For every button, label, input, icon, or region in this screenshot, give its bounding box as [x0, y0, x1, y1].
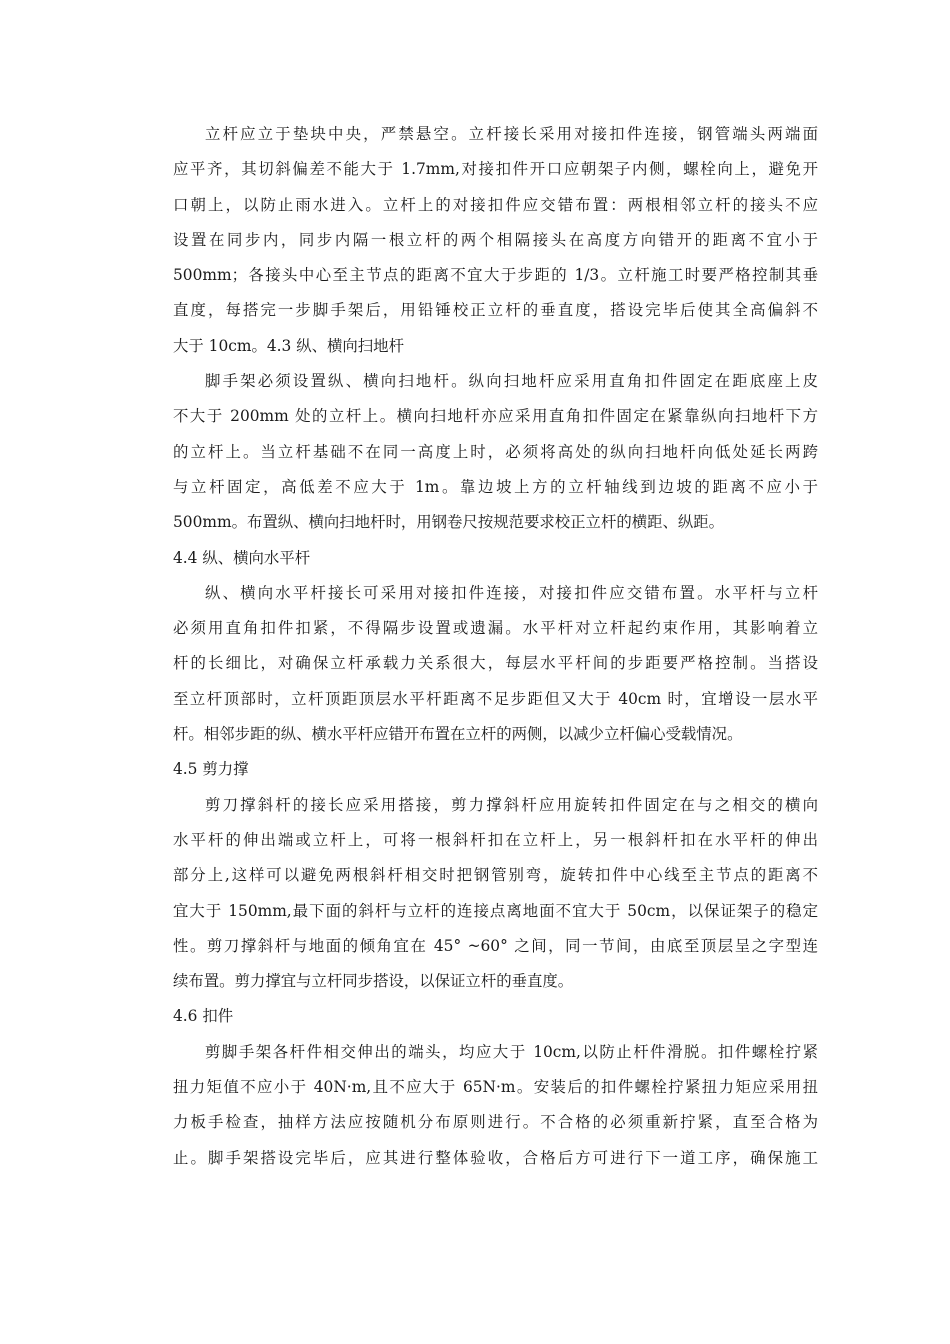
text-line: 脚手架必须设置纵、横向扫地杆。纵向扫地杆应采用直角扣件固定在距底座上皮: [205, 372, 818, 391]
text-line: 口朝上，以防止雨水进入。立杆上的对接扣件应交错布置：两根相邻立杆的接头不应: [173, 195, 818, 214]
text-line: 纵、横向水平杆接长可采用对接扣件连接，对接扣件应交错布置。水平杆与立杆: [205, 583, 818, 602]
text-line: 的立杆上。当立杆基础不在同一高度上时，必须将高处的纵向扫地杆向低处延长两跨: [173, 442, 818, 461]
text-line: 剪刀撑斜杆的接长应采用搭接，剪力撑斜杆应用旋转扣件固定在与之相交的横向: [205, 795, 818, 814]
text-line: 应平齐，其切斜偏差不能大于 1.7mm,对接扣件开口应朝架子内侧，螺栓向上，避免开: [173, 160, 818, 179]
text-line: 杆的长细比，对确保立杆承载力关系很大，每层水平杆间的步距要严格控制。当搭设: [173, 654, 818, 673]
section-heading-4-5: 4.5 剪力撑: [173, 760, 249, 779]
text-line: 水平杆的伸出端或立杆上，可将一根斜杆扣在立杆上，另一根斜杆扣在水平杆的伸出: [173, 830, 818, 849]
text-line: 大于 10cm。4.3 纵、横向扫地杆: [173, 336, 404, 355]
paragraph-horizontal-poles: [173, 576, 818, 752]
paragraph-couplers: [173, 1035, 818, 1176]
text-line: 设置在同步内，同步内隔一根立杆的两个相隔接头在高度方向错开的距离不宜小于: [173, 230, 818, 249]
text-line: 部分上,这样可以避免两根斜杆相交时把钢管别弯，旋转扣件中心线至主节点的距离不: [173, 866, 818, 885]
text-line: 至立杆顶部时，立杆顶距顶层水平杆距离不足步距但又大于 40cm 时，宜增设一层水平: [173, 689, 818, 708]
paragraph-cross-bracing: [173, 788, 818, 1000]
text-line: 直度，每搭完一步脚手架后，用铅锤校正立杆的垂直度，搭设完毕后使其全高偏斜不: [173, 301, 818, 320]
text-line: 500mm。布置纵、横向扫地杆时，用钢卷尺按规范要求校正立杆的横距、纵距。: [173, 513, 725, 532]
text-line: 续布置。剪力撑宜与立杆同步搭设，以保证立杆的垂直度。: [173, 972, 574, 991]
text-line: 性。剪刀撑斜杆与地面的倾角宜在 45° ~60° 之间，同一节间，由底至顶层呈之字型连: [173, 936, 818, 955]
text-line: 杆。相邻步距的纵、横水平杆应错开布置在立杆的两侧，以减少立杆偏心受载情况。: [173, 725, 743, 744]
text-line: 力板手检查，抽样方法应按随机分布原则进行。不合格的必须重新拧紧，直至合格为: [173, 1113, 818, 1132]
text-line: 立杆应立于垫块中央，严禁悬空。立杆接长采用对接扣件连接，钢管端头两端面: [205, 125, 818, 143]
paragraph-sweeping-poles: [173, 364, 818, 540]
text-line: 500mm；各接头中心至主节点的距离不宜大于步距的 1/3。立杆施工时要严格控制其垂: [173, 266, 818, 285]
text-line: 止。脚手架搭设完毕后，应其进行整体验收，合格后方可进行下一道工序，确保施工: [173, 1148, 818, 1167]
section-heading-4-6: 4.6 扣件: [173, 1007, 234, 1026]
text-line: 必须用直角扣件扣紧，不得隔步设置或遗漏。水平杆对立杆起约束作用，其影响着立: [173, 619, 818, 638]
text-line: 扭力矩值不应小于 40N·m,且不应大于 65N·m。安装后的扣件螺栓拧紧扭力矩应采用扭: [173, 1078, 818, 1097]
text-line: 剪脚手架各杆件相交伸出的端头，均应大于 10cm,以防止杆件滑脱。扣件螺栓拧紧: [205, 1042, 818, 1061]
text-line: 与立杆固定，高低差不应大于 1m。靠边坡上方的立杆轴线到边坡的距离不应小于: [173, 477, 818, 496]
section-heading-4-4: 4.4 纵、横向水平杆: [173, 548, 311, 567]
text-line: 不大于 200mm 处的立杆上。横向扫地杆亦应采用直角扣件固定在紧靠纵向扫地杆下方: [173, 407, 818, 426]
text-line: 宜大于 150mm,最下面的斜杆与立杆的连接点离地面不宜大于 50cm，以保证架子的稳定: [173, 901, 818, 920]
paragraph-vertical-poles: [173, 117, 818, 364]
document-body: [173, 117, 818, 1176]
